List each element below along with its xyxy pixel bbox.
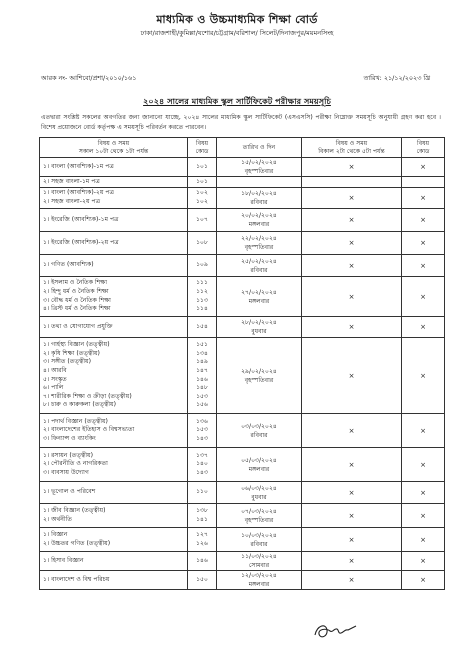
afternoon-cell: × bbox=[302, 188, 402, 209]
date-cell bbox=[217, 188, 302, 209]
exam-date: ১৮/০২/২০২৪ bbox=[241, 190, 277, 197]
date-cell bbox=[217, 277, 302, 317]
subject-code: ১৪৯ bbox=[196, 358, 208, 366]
exam-date: ২৭/০২/২০২৪ bbox=[241, 288, 277, 296]
exam-day: বুধবার bbox=[251, 328, 267, 335]
table-row bbox=[40, 255, 445, 277]
exam-date: ২৯/০২/২০২৪ bbox=[241, 367, 277, 375]
afternoon-cell: × bbox=[302, 232, 402, 255]
afternoon-cell bbox=[302, 177, 402, 188]
subject-code: ১৩৮ bbox=[196, 506, 208, 514]
subject-name: ১। বিজ্ঞান bbox=[43, 530, 68, 538]
afternoon-cell: × bbox=[302, 317, 402, 338]
exam-date: ০৫/০৩/২০২৪ bbox=[241, 456, 277, 464]
afternoon-cell: × bbox=[302, 255, 402, 277]
afternoon-code-cell: × bbox=[402, 504, 445, 528]
subject-cell bbox=[40, 209, 188, 232]
code-cell bbox=[188, 232, 217, 255]
subject-code: ১৫৬ bbox=[196, 401, 208, 409]
date-cell bbox=[217, 504, 302, 528]
subject-name: ১। পদার্থ বিজ্ঞান (তত্ত্বীয়) bbox=[43, 417, 108, 425]
subject-cell bbox=[40, 255, 188, 277]
table-row bbox=[40, 528, 445, 552]
subject-name: ৩। ফিন্যান্স ও ব্যাংকিং bbox=[43, 434, 96, 442]
afternoon-cell: × bbox=[302, 482, 402, 504]
memo-number: আরক নং- আশিবো/প্রশা/২০১০/১৬১ bbox=[41, 74, 137, 82]
subject-name: ২। সহজ বাংলা-২য় পত্র bbox=[43, 198, 101, 205]
exam-day: রবিবার bbox=[250, 266, 268, 274]
subject-name: ১। জীব বিজ্ঞান (তত্ত্বীয়) bbox=[43, 506, 106, 514]
afternoon-cell: × bbox=[302, 158, 402, 177]
subject-name: ৩। সঙ্গীত (তত্ত্বীয়) bbox=[43, 358, 91, 366]
exam-date: ০৩/০৩/২০২৪ bbox=[241, 422, 277, 430]
subject-name: ২। বাংলাদেশের ইতিহাস ও বিশ্বসভ্যতা bbox=[43, 426, 135, 434]
code-cell bbox=[188, 528, 217, 552]
exam-day: মঙ্গলবার bbox=[248, 297, 270, 305]
table-row bbox=[40, 158, 445, 177]
subject-code: ১৪১ bbox=[196, 515, 208, 523]
subject-name: ১। হিসাব বিজ্ঞান bbox=[43, 556, 84, 564]
subject-code: ১০২ bbox=[196, 198, 208, 205]
subject-cell bbox=[40, 158, 188, 177]
exam-date: ১১/০৩/২০২৪ bbox=[241, 553, 277, 560]
header-afternoon: বিষয় ও সময় বিকাল ২টা থেকে ৫টা পর্যন্ত bbox=[302, 138, 402, 158]
subject-code: ১৫৩ bbox=[196, 426, 208, 434]
date-cell bbox=[217, 571, 302, 590]
subject-code: ১১৩ bbox=[196, 296, 208, 304]
exam-day: বুধবার bbox=[251, 493, 267, 501]
subject-name: ১। রসায়ন (তত্ত্বীয়) bbox=[43, 451, 93, 459]
exam-date: ২৫/০২/২০২৪ bbox=[241, 257, 277, 265]
date-cell bbox=[217, 338, 302, 414]
afternoon-cell: × bbox=[302, 277, 402, 317]
code-cell bbox=[188, 177, 217, 188]
subject-code: ১৪৩ bbox=[196, 434, 208, 442]
subject-cell bbox=[40, 177, 188, 188]
afternoon-cell: × bbox=[302, 448, 402, 482]
subject-name: ৭। শারীরিক শিক্ষা ও ক্রীড়া (তত্ত্বীয়) bbox=[43, 392, 132, 400]
afternoon-code-cell bbox=[402, 177, 445, 188]
exam-date: ২০/০২/২০২৪ bbox=[241, 212, 277, 219]
subject-code: ১১২ bbox=[196, 287, 208, 295]
subject-cell bbox=[40, 277, 188, 317]
board-cities: ঢাকা/রাজশাহী/কুমিল্লা/যশোর/চট্টগ্রাম/বরিশাল/ সিলেট/দিনাজপুর/ময়মনসিংহ bbox=[140, 29, 334, 37]
subject-code: ১৩৭ bbox=[196, 451, 208, 459]
exam-date: ১২/০৩/২০২৪ bbox=[241, 572, 277, 579]
subject-name: ১। গার্হস্থ্য বিজ্ঞান (তত্ত্বীয়) bbox=[43, 341, 110, 349]
subject-code: ১০৮ bbox=[196, 238, 208, 246]
subject-code: ১০৯ bbox=[196, 261, 208, 269]
subject-code: ১০৭ bbox=[196, 215, 208, 223]
memo-date: তারিখ: ২১/১২/২০২৩ খ্রি bbox=[363, 74, 430, 82]
exam-date: ১৫/০২/২০২৪ bbox=[241, 159, 277, 166]
exam-day: মঙ্গলবার bbox=[248, 465, 270, 473]
subject-cell bbox=[40, 317, 188, 338]
afternoon-code-cell: × bbox=[402, 338, 445, 414]
table-row bbox=[40, 317, 445, 338]
header-code2: বিষয় কোড bbox=[402, 138, 445, 158]
table-row bbox=[40, 482, 445, 504]
subject-cell bbox=[40, 571, 188, 590]
subject-code: ১০১ bbox=[196, 162, 208, 170]
subject-name: ১। বাংলাদেশ ও বিশ্ব পরিচয় bbox=[43, 575, 110, 583]
subject-cell bbox=[40, 338, 188, 414]
afternoon-code-cell: × bbox=[402, 158, 445, 177]
exam-date: ২২/০২/২০২৪ bbox=[241, 235, 277, 242]
subject-cell bbox=[40, 504, 188, 528]
code-cell bbox=[188, 317, 217, 338]
subject-code: ১৩৬ bbox=[196, 417, 208, 425]
date-cell bbox=[217, 448, 302, 482]
subject-name: ৩। বৌদ্ধ ধর্ম ও নৈতিক শিক্ষা bbox=[43, 296, 111, 304]
subject-code: ১৫১ bbox=[196, 341, 208, 349]
intro-paragraph: এতদ্বারা সংশ্লিষ্ট সকলের অবগতির জন্য জানানো যাচ্ছে, ২০২৪ সালের মাধ্যমিক স্কুল সার্টিফিকেট (এসএসসি) পরীক্ষা নিম্নোক্ত সময়সূচি অনুযায়ী গ্রহণ করা হবে । বিশেষ প্রয়োজনে বোর্ড কর্তৃপক্ষ এ সময়সূচি পরিবর্তন করতে পারবেন। bbox=[41, 114, 441, 131]
table-row bbox=[40, 188, 445, 209]
subject-name: ২। উচ্চতর গণিত (তত্ত্বীয়) bbox=[43, 539, 111, 547]
subject-name: ২। অর্থনীতি bbox=[43, 515, 72, 523]
afternoon-cell: × bbox=[302, 209, 402, 232]
date-cell bbox=[217, 552, 302, 571]
code-cell bbox=[188, 277, 217, 317]
afternoon-code-cell: × bbox=[402, 255, 445, 277]
subject-code: ১৪৩ bbox=[196, 468, 208, 476]
afternoon-cell: × bbox=[302, 528, 402, 552]
subject-cell bbox=[40, 448, 188, 482]
subject-code: ১৫০ bbox=[196, 575, 208, 583]
code-cell bbox=[188, 338, 217, 414]
exam-day: রবিবার bbox=[250, 199, 268, 206]
date-cell bbox=[217, 177, 302, 188]
exam-day: মঙ্গলবার bbox=[248, 581, 270, 588]
header-subject: বিষয় ও সময় সকাল ১০টা থেকে ১টা পর্যন্ত bbox=[40, 138, 188, 158]
code-cell bbox=[188, 414, 217, 448]
subject-name: ৫। সংস্কৃত bbox=[43, 375, 67, 383]
subject-name: ১। বাংলা (আবশ্যিক)-২য় পত্র bbox=[43, 189, 115, 197]
code-cell bbox=[188, 448, 217, 482]
table-row bbox=[40, 414, 445, 448]
table-row bbox=[40, 277, 445, 317]
exam-date: ১০/০৩/২০২৪ bbox=[241, 531, 277, 539]
exam-day: রবিবার bbox=[250, 431, 268, 439]
subject-name: ৪। আরবি bbox=[43, 366, 67, 374]
code-cell bbox=[188, 255, 217, 277]
exam-date: ২৮/০২/২০২৪ bbox=[241, 319, 277, 326]
subject-code: ১৫৩ bbox=[196, 392, 208, 400]
code-cell bbox=[188, 209, 217, 232]
subject-cell bbox=[40, 552, 188, 571]
afternoon-code-cell: × bbox=[402, 528, 445, 552]
code-cell bbox=[188, 158, 217, 177]
subject-code: ১১৪ bbox=[196, 305, 208, 313]
subject-name: ১। বাংলা (আবশ্যিক)-১ম পত্র bbox=[43, 162, 114, 170]
exam-day: বৃহস্পতিবার bbox=[244, 516, 274, 524]
subject-name: ৬। পালি bbox=[43, 384, 64, 392]
code-cell bbox=[188, 552, 217, 571]
board-name: মাধ্যমিক ও উচ্চমাধ্যমিক শিক্ষা বোর্ড bbox=[156, 13, 318, 26]
subject-cell bbox=[40, 414, 188, 448]
exam-schedule-table bbox=[39, 137, 445, 590]
subject-code: ১৫৪ bbox=[196, 322, 208, 330]
date-cell bbox=[217, 232, 302, 255]
afternoon-code-cell: × bbox=[402, 482, 445, 504]
date-cell bbox=[217, 414, 302, 448]
subject-name: ২। কৃষি শিক্ষা (তত্ত্বীয়) bbox=[43, 349, 100, 357]
table-row bbox=[40, 571, 445, 590]
subject-code: ১১১ bbox=[196, 279, 208, 287]
subject-code: ১৪৮ bbox=[196, 384, 208, 392]
code-cell bbox=[188, 188, 217, 209]
subject-cell bbox=[40, 232, 188, 255]
subject-code: ১০২ bbox=[196, 189, 208, 197]
subject-code: ১৪৭ bbox=[196, 366, 208, 374]
date-cell bbox=[217, 255, 302, 277]
header-code: বিষয় কোড bbox=[188, 138, 217, 158]
afternoon-code-cell: × bbox=[402, 571, 445, 590]
subject-code: ১২৭ bbox=[196, 530, 208, 538]
afternoon-code-cell: × bbox=[402, 317, 445, 338]
table-row bbox=[40, 504, 445, 528]
table-row bbox=[40, 177, 445, 188]
afternoon-cell: × bbox=[302, 338, 402, 414]
subject-code: ১২৬ bbox=[196, 539, 208, 547]
subject-name: ৪। খ্রিস্ট ধর্ম ও নৈতিক শিক্ষা bbox=[43, 305, 111, 313]
subject-code: ১৪৬ bbox=[196, 556, 208, 564]
afternoon-code-cell: × bbox=[402, 552, 445, 571]
afternoon-code-cell: × bbox=[402, 232, 445, 255]
exam-day: বৃহস্পতিবার bbox=[244, 376, 274, 384]
subject-name: ৩। ব্যবসায় উদ্যোগ bbox=[43, 468, 89, 476]
afternoon-code-cell: × bbox=[402, 209, 445, 232]
exam-day: সোমবার bbox=[248, 562, 270, 569]
afternoon-code-cell: × bbox=[402, 448, 445, 482]
subject-name: ১। ইংরেজি (আবশ্যিক)-২য় পত্র bbox=[43, 238, 119, 246]
date-cell bbox=[217, 317, 302, 338]
afternoon-cell: × bbox=[302, 552, 402, 571]
subject-code: ১৪৬ bbox=[196, 375, 208, 383]
subject-name: ১। ইসলাম ও নৈতিক শিক্ষা bbox=[43, 279, 107, 287]
signature bbox=[312, 620, 358, 642]
subject-name: ১। ইংরেজি (আবশ্যিক)-১ম পত্র bbox=[43, 215, 119, 223]
subject-name: ২। হিন্দু ধর্ম ও নৈতিক শিক্ষা bbox=[43, 287, 109, 295]
afternoon-code-cell: × bbox=[402, 414, 445, 448]
afternoon-cell: × bbox=[302, 414, 402, 448]
afternoon-cell: × bbox=[302, 504, 402, 528]
afternoon-code-cell: × bbox=[402, 188, 445, 209]
subject-name: ১। ভূগোল ও পরিবেশ bbox=[43, 488, 96, 496]
exam-day: বৃহস্পতিবার bbox=[244, 168, 274, 175]
code-cell bbox=[188, 482, 217, 504]
subject-code: ১১০ bbox=[196, 488, 208, 496]
subject-code: ১৩৪ bbox=[196, 349, 208, 357]
subject-name: ২। সহজ বাংলা-১ম পত্র bbox=[43, 177, 100, 185]
date-cell bbox=[217, 158, 302, 177]
subject-name: ৮। চারু ও কারুকলা (তত্ত্বীয়) bbox=[43, 401, 116, 409]
exam-day: রবিবার bbox=[250, 540, 268, 548]
subject-code: ১০১ bbox=[196, 177, 208, 185]
exam-date: ০৬/০৩/২০২৪ bbox=[241, 484, 277, 492]
subject-cell bbox=[40, 528, 188, 552]
exam-day: বৃহস্পতিবার bbox=[244, 244, 274, 251]
schedule-title: ২০২৪ সালের মাধ্যমিক স্কুল সার্টিফিকেট পরীক্ষার সময়সূচি bbox=[143, 96, 331, 106]
table-row bbox=[40, 338, 445, 414]
table-row bbox=[40, 209, 445, 232]
exam-date: ০৭/০৩/২০২৪ bbox=[241, 507, 277, 515]
code-cell bbox=[188, 504, 217, 528]
date-cell bbox=[217, 528, 302, 552]
subject-name: ২। পৌরনীতি ও নাগরিকতা bbox=[43, 460, 108, 468]
table-row bbox=[40, 552, 445, 571]
subject-name: ১। গণিত (আবশ্যিক) bbox=[43, 261, 94, 269]
code-cell bbox=[188, 571, 217, 590]
date-cell bbox=[217, 209, 302, 232]
header-date: তারিখ ও দিন bbox=[217, 138, 302, 158]
subject-cell bbox=[40, 482, 188, 504]
exam-day: মঙ্গলবার bbox=[248, 221, 270, 228]
table-row bbox=[40, 232, 445, 255]
afternoon-cell: × bbox=[302, 571, 402, 590]
subject-code: ১৪০ bbox=[196, 460, 208, 468]
date-cell bbox=[217, 482, 302, 504]
table-row bbox=[40, 448, 445, 482]
subject-cell bbox=[40, 188, 188, 209]
subject-name: ১। তথ্য ও যোগাযোগ প্রযুক্তি bbox=[43, 322, 113, 330]
afternoon-code-cell: × bbox=[402, 277, 445, 317]
